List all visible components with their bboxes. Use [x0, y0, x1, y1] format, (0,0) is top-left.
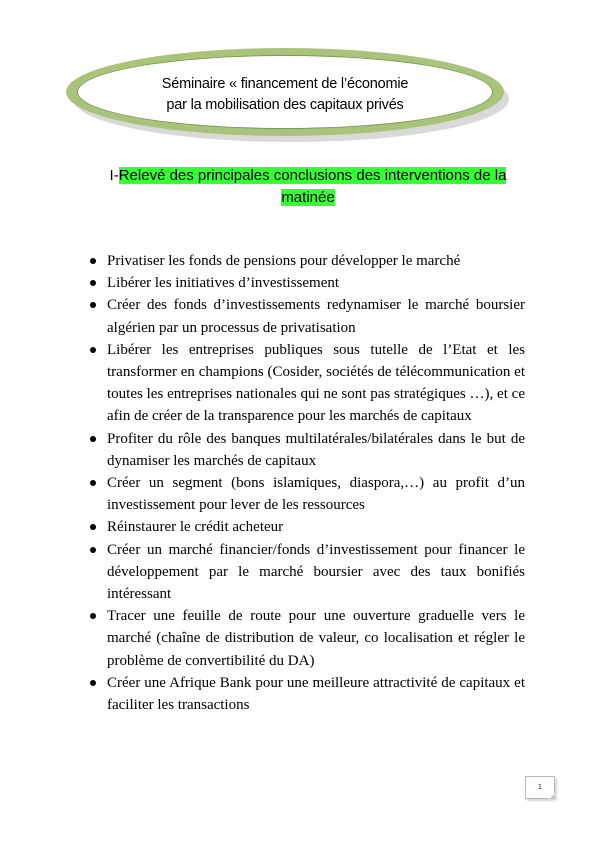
page-number: 1	[537, 783, 543, 791]
bullet-icon	[90, 347, 96, 353]
section-title-line-1: Relevé des principales conclusions des interventions de la	[118, 167, 507, 184]
bullet-icon	[90, 613, 96, 619]
list-item: Libérer les initiatives d’investissement	[87, 272, 525, 294]
bullet-icon	[90, 680, 96, 686]
section-heading	[88, 165, 528, 209]
list-item: Créer un segment (bons islamiques, diaspora,…) au profit d’un investissement pour lever de les ressources	[87, 472, 525, 516]
bullet-icon	[90, 280, 96, 286]
list-item: Profiter du rôle des banques multilatérales/bilatérales dans le but de dynamiser les marchés de capitaux	[87, 428, 525, 472]
list-item: Créer des fonds d’investissements redynamiser le marché boursier algérien par un processus de privatisation	[87, 294, 525, 338]
seminar-title-line-2: par la mobilisation des capitaux privés	[166, 97, 404, 113]
list-item: Libérer les entreprises publiques sous tutelle de l’Etat et les transformer en champions (Cosider, sociétés de télécommunication et toutes les entreprises nationales qui ne sont pas stratégiques …), et ce afin de créer de la transparence pour les marchés de capitaux	[87, 339, 525, 428]
section-title-line-2: matinée	[281, 189, 335, 206]
list-item: Privatiser les fonds de pensions pour développer le marché	[87, 250, 525, 272]
bullet-icon	[90, 480, 96, 486]
bullet-icon	[90, 302, 96, 308]
list-item: Créer un marché financier/fonds d’investissement pour financer le développement par le marché boursier avec des taux bonifiés intéressant	[87, 539, 525, 606]
section-number: I-	[109, 167, 119, 184]
bullet-icon	[90, 258, 96, 264]
list-item: Tracer une feuille de route pour une ouverture graduelle vers le marché (chaîne de distribution de valeur, co localisation et régler le problème de convertibilité du DA)	[87, 605, 525, 672]
conclusions-list	[87, 250, 525, 716]
seminar-title	[66, 74, 504, 116]
page-number-box	[525, 776, 555, 799]
bullet-icon	[90, 524, 96, 530]
list-item: Réinstaurer le crédit acheteur	[87, 516, 525, 538]
bullet-icon	[90, 436, 96, 442]
page-fold-corner	[549, 793, 555, 799]
bullet-icon	[90, 547, 96, 553]
seminar-title-line-1: Séminaire « financement de l’économie	[161, 76, 409, 92]
list-item: Créer une Afrique Bank pour une meilleure attractivité de capitaux et faciliter les transactions	[87, 672, 525, 716]
